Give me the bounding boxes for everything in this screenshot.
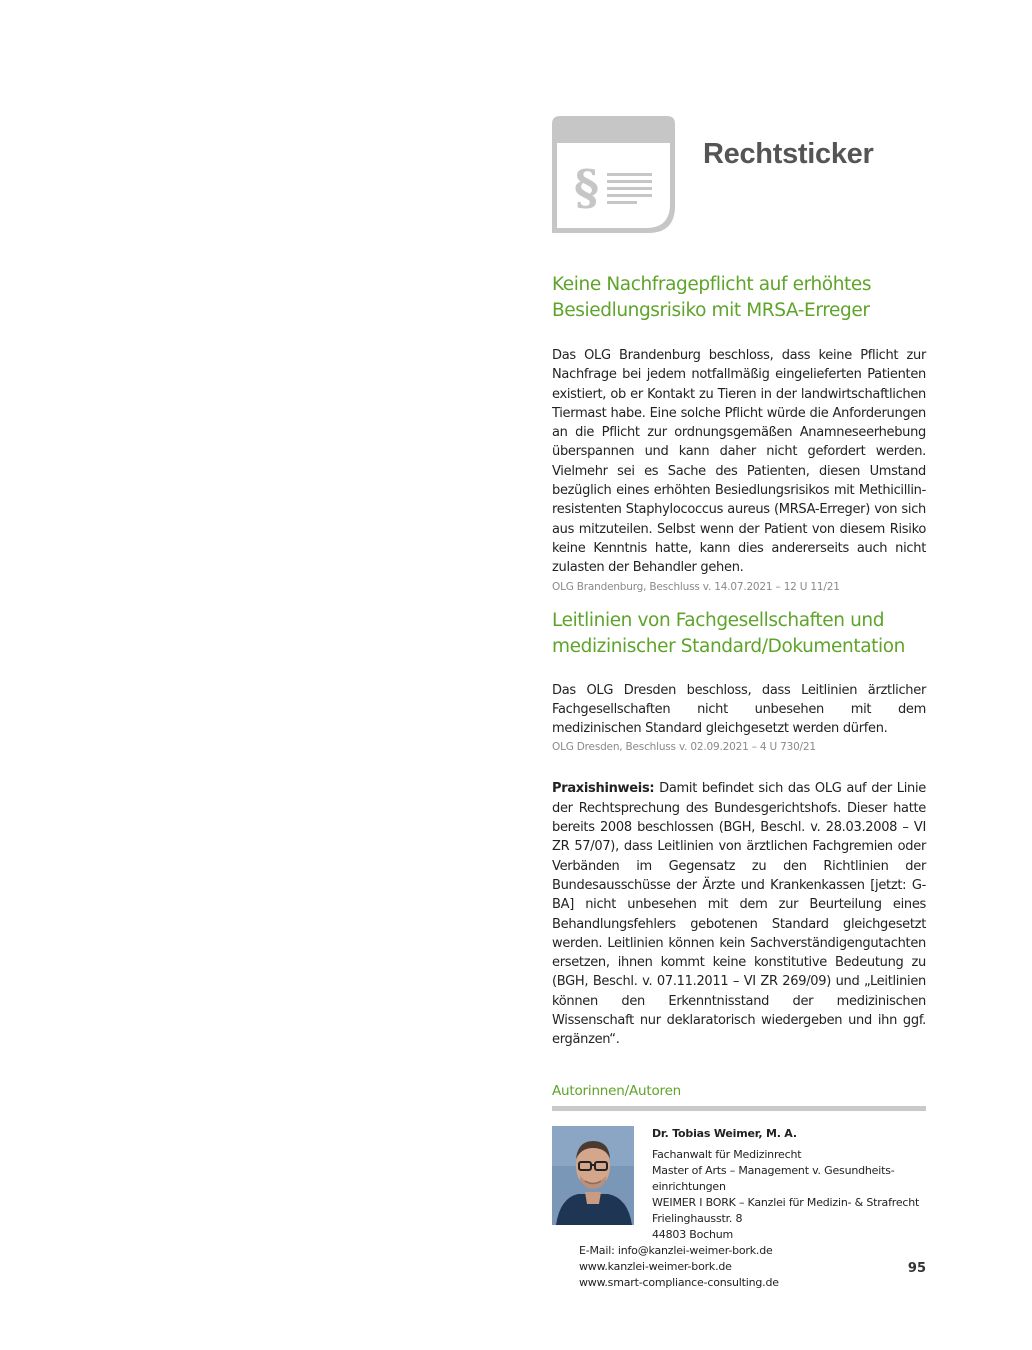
page-number: 95 [907, 1261, 926, 1276]
heading-line: Leitlinien von Fachgesellschaften und [552, 609, 885, 631]
svg-text:§: § [574, 160, 600, 216]
article-citation-mrsa: OLG Brandenburg, Beschluss v. 14.07.2021 – 12 U 11/21 [552, 580, 840, 593]
practice-note [552, 779, 926, 1049]
author-card [552, 1126, 926, 1291]
author-website: www.kanzlei-weimer-bork.de [579, 1259, 732, 1273]
author-detail: 44803 Bochum [652, 1227, 734, 1241]
author-info [652, 1126, 926, 1243]
author-detail: Frielinghausstr. 8 [652, 1211, 743, 1225]
article-citation-leitlinien: OLG Dresden, Beschluss v. 02.09.2021 – 4 U 730/21 [552, 741, 816, 754]
author-detail: einrichtungen [652, 1179, 726, 1193]
authors-heading: Autorinnen/Autoren [552, 1082, 682, 1099]
practice-note-label: Praxishinweis: [552, 781, 655, 797]
article-heading-mrsa [552, 272, 926, 324]
author-detail: Fachanwalt für Medizinrecht [652, 1147, 802, 1161]
authors-divider [552, 1106, 926, 1111]
author-detail: WEIMER I BORK – Kanzlei für Medizin- & Strafrecht [652, 1195, 920, 1209]
author-detail: Master of Arts – Management v. Gesundheits- [652, 1163, 895, 1177]
page-title: Rechtsticker [703, 138, 874, 170]
author-photo [552, 1126, 634, 1225]
paragraph-document-icon [552, 116, 676, 234]
author-contacts [579, 1243, 926, 1291]
author-website: www.smart-compliance-consulting.de [579, 1275, 779, 1289]
heading-line: medizinischer Standard/Dokumentation [552, 635, 905, 657]
heading-line: Besiedlungsrisiko mit MRSA-Erreger [552, 300, 870, 321]
content-column [552, 272, 926, 1291]
author-email: E-Mail: info@kanzlei-weimer-bork.de [579, 1243, 773, 1257]
article-heading-leitlinien [552, 608, 926, 660]
heading-line: Keine Nachfragepflicht auf erhöhtes [552, 274, 872, 295]
article-body-leitlinien: Das OLG Dresden beschloss, dass Leitlinien ärztlicher Fachgesellschaften nicht unbesehen mit dem medizinischen Standard gleichgesetzt werden dürfen. [552, 682, 926, 737]
practice-note-text: Damit befindet sich das OLG auf der Linie der Rechtsprechung des Bundesgerichtshofs. Dieser hatte bereits 2008 beschlossen (BGH, Beschl. v. 28.03.2008 – VI ZR 57/07), dass Leitlinien von ärztlichen Fachgremien oder Verbänden im Gegensatz zu den Richtlinien der Bundesausschüsse der Ärzte und Krankenkassen [jetzt: G-BA] nicht unbesehen mit dem zur Beurteilung eines Behandlungsfehlers gebotenen Standard gleichgesetzt werden. Leitlinien können kein Sachverständigengutachten ersetzen, ihnen kommt keine konstitutive Bedeutung zu (BGH, Beschl. v. 07.11.2011 – VI ZR 269/09) und „Leitlinien können den Erkenntnisstand der medizinischen Wissenschaft nur deklaratorisch wiedergeben und ihn ggf. ergänzen“. [552, 781, 926, 1048]
author-name: Dr. Tobias Weimer, M. A. [652, 1126, 797, 1140]
article-body-mrsa: Das OLG Brandenburg beschloss, dass keine Pflicht zur Nachfrage bei jedem notfallmäßig eingelieferten Patienten existiert, ob er Kontakt zu Tieren in der landwirtschaftlichen Tiermast habe. Eine solche Pflicht würde die Anforderungen an die Pflicht zur ordnungsgemäßen Anamneseerhebung überspannen und kann daher nicht gefordert werden. Vielmehr sei es Sache des Patienten, diesen Umstand bezüglich eines erhöhten Besiedlungsrisikos mit Methicillin-resistenten Staphylococcus aureus (MRSA-Erreger) von sich aus mitzuteilen. Selbst wenn der Patient von diesem Risiko keine Kenntnis hatte, kann dies andererseits auch nicht zulasten der Behandler gehen. [552, 348, 926, 576]
